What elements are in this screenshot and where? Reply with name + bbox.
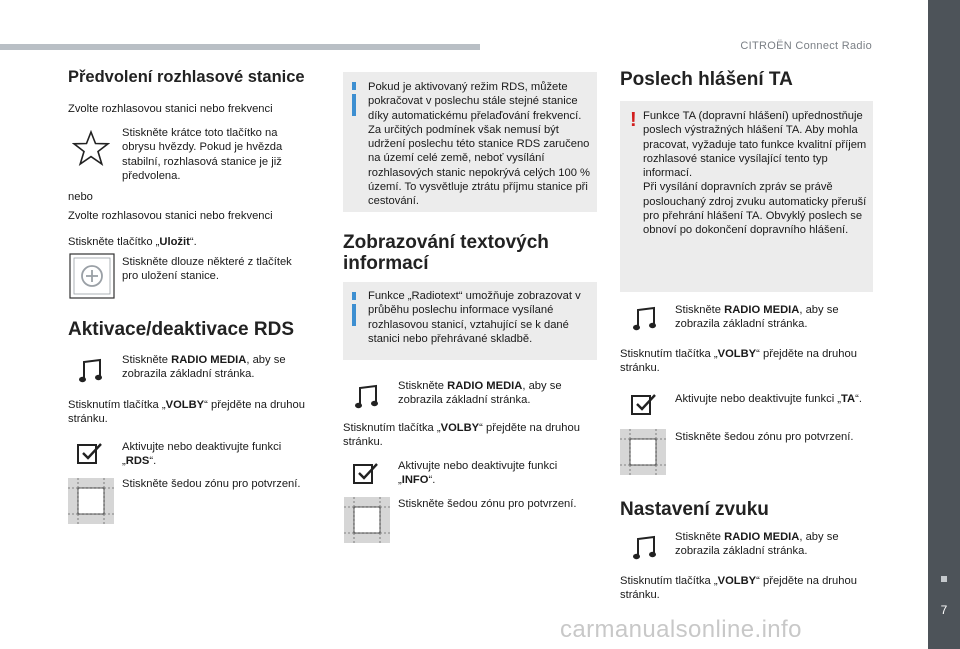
save-label: Uložit (159, 236, 190, 248)
paragraph-or: nebo (68, 191, 93, 203)
text: Stiskněte (398, 380, 448, 392)
volby-label: VOLBY (717, 348, 757, 360)
music-note-icon (78, 358, 104, 384)
text: , aby se zobrazila základní stránka. (675, 531, 839, 558)
text: Aktivujte nebo deaktivujte funkci „ (675, 393, 842, 405)
grey-zone-instruction: Stiskněte šedou zónu pro potvrzení. (398, 498, 577, 510)
warning-exclamation-icon: ! (630, 109, 637, 131)
text: Stisknutím tlačítka „ (620, 575, 718, 587)
section-title-sound: Nastavení zvuku (620, 499, 769, 520)
grey-zone-icon (68, 478, 114, 524)
ta-label: TA (841, 393, 856, 405)
text: , aby se zobrazila základní stránka. (122, 354, 286, 381)
music-note-icon (632, 306, 658, 332)
info-icon-bar (352, 94, 356, 116)
checkbox-icon (352, 461, 380, 487)
text: Stisknutím tlačítka „ (68, 399, 166, 411)
radio-media-instruction (398, 379, 588, 408)
plus-instruction: Stiskněte dlouze některé z tlačítek pro uložení stanice. (122, 256, 292, 283)
text: Stiskněte (675, 531, 725, 543)
rds-toggle-instruction (122, 440, 304, 469)
text: “ přejděte na druhou stránku. (343, 422, 580, 449)
header-brand: CITROËN Connect Radio (740, 40, 872, 52)
text: “ přejděte na druhou stránku. (68, 399, 305, 426)
text: “ přejděte na druhou stránku. (620, 575, 857, 602)
grey-zone-icon (620, 429, 666, 475)
text: , aby se zobrazila základní stránka. (675, 304, 839, 331)
section-title-ta: Poslech hlášení TA (620, 69, 793, 90)
grey-zone-instruction: Stiskněte šedou zónu pro potvrzení. (675, 431, 854, 443)
text: “. (189, 236, 197, 248)
info-note-text: Funkce „Radiotext“ umožňuje zobrazovat v průběhu poslechu informace vysílané rozhlasovou stanicí, vztahující se k dané stanici nebo přehrávané skladbě. (368, 290, 581, 345)
ta-toggle-instruction (675, 392, 865, 406)
radio-media-instruction (675, 530, 865, 559)
radio-media-label: RADIO MEDIA (447, 380, 523, 392)
text: Stisknutím tlačítka „ (620, 348, 718, 360)
volby-instruction (620, 347, 870, 376)
header-rule (0, 44, 480, 50)
watermark: carmanualsonline.info (560, 616, 802, 643)
info-note-radiotext (343, 282, 597, 360)
warning-note-text: Funkce TA (dopravní hlášení) upřednostňuje poslech výstražných hlášení TA. Aby mohla pracovat, vyžaduje tato funkce kvalitní příjem rozhlasové stanice vysílající tento typ informací. Při vysílání dopravních zpráv se právě poslouchaný zdroj zvuku automaticky přeruší pro přehrání hlášení TA. Obvyklý poslech se obnoví po dokončení dopravního hlášení. (643, 110, 867, 237)
save-instruction (68, 235, 197, 249)
grey-zone-instruction: Stiskněte šedou zónu pro potvrzení. (122, 478, 301, 490)
volby-instruction (68, 398, 308, 427)
text: “. (149, 455, 157, 468)
star-outline-icon (72, 130, 110, 166)
info-icon (352, 82, 356, 90)
volby-instruction (620, 574, 870, 603)
music-note-icon (354, 384, 380, 410)
page-side-bar (928, 0, 960, 649)
text: Stiskněte tlačítko „ (68, 236, 160, 248)
text: Aktivujte nebo deaktivujte funkci „ (398, 460, 558, 487)
info-icon (352, 292, 356, 300)
radio-media-instruction (675, 303, 865, 332)
bullet-marker (941, 576, 947, 582)
volby-label: VOLBY (165, 399, 205, 411)
checkbox-icon (630, 392, 658, 418)
text: , aby se zobrazila základní stránka. (398, 380, 562, 407)
rds-label: RDS (125, 455, 150, 468)
radio-media-label: RADIO MEDIA (171, 354, 247, 366)
plus-button-icon (69, 253, 115, 299)
warning-note-ta (620, 101, 873, 292)
info-toggle-instruction (398, 459, 588, 488)
radio-media-label: RADIO MEDIA (724, 531, 800, 543)
radio-media-instruction (122, 353, 304, 382)
music-note-icon (632, 535, 658, 561)
volby-label: VOLBY (440, 422, 480, 434)
text: Stisknutím tlačítka „ (343, 422, 441, 434)
text: “. (855, 393, 862, 405)
text: Stiskněte (675, 304, 725, 316)
grey-zone-icon (344, 497, 390, 543)
text: “. (428, 474, 436, 487)
section-title-presets: Předvolení rozhlasové stanice (68, 68, 305, 86)
volby-label: VOLBY (717, 575, 757, 587)
paragraph: Zvolte rozhlasovou stanici nebo frekvenci (68, 103, 273, 115)
checkbox-icon (76, 441, 104, 467)
text: “ přejděte na druhou stránku. (620, 348, 857, 375)
info-icon-bar (352, 304, 356, 326)
page-number: 7 (940, 603, 948, 617)
section-title-text-info: Zobrazování textových informací (343, 232, 549, 274)
text: Aktivujte nebo deaktivujte funkci „ (122, 441, 282, 468)
text: Stiskněte (122, 354, 172, 366)
star-instruction: Stiskněte krátce toto tlačítko na obrysu hvězdy. Pokud je hvězda stabilní, rozhlasová stanice je již předvolena. (122, 127, 283, 182)
section-title-rds: Aktivace/deaktivace RDS (68, 319, 295, 340)
volby-instruction (343, 421, 593, 450)
info-label: INFO (401, 474, 429, 487)
info-note-text: Pokud je aktivovaný režim RDS, můžete pokračovat v poslechu stále stejné stanice díky automatickému přelaďování frekvencí. Za určitých podmínek však nemusí být udržení poslechu této stanice RDS zaručeno na území celé země, neboť vysílání rozhlasových stanic nepokrývá celých 100 % území. To vysvětluje ztrátu příjmu stanice při cestování. (368, 81, 590, 208)
paragraph: Zvolte rozhlasovou stanici nebo frekvenci (68, 210, 273, 222)
info-note-rds (343, 72, 597, 212)
radio-media-label: RADIO MEDIA (724, 304, 800, 316)
